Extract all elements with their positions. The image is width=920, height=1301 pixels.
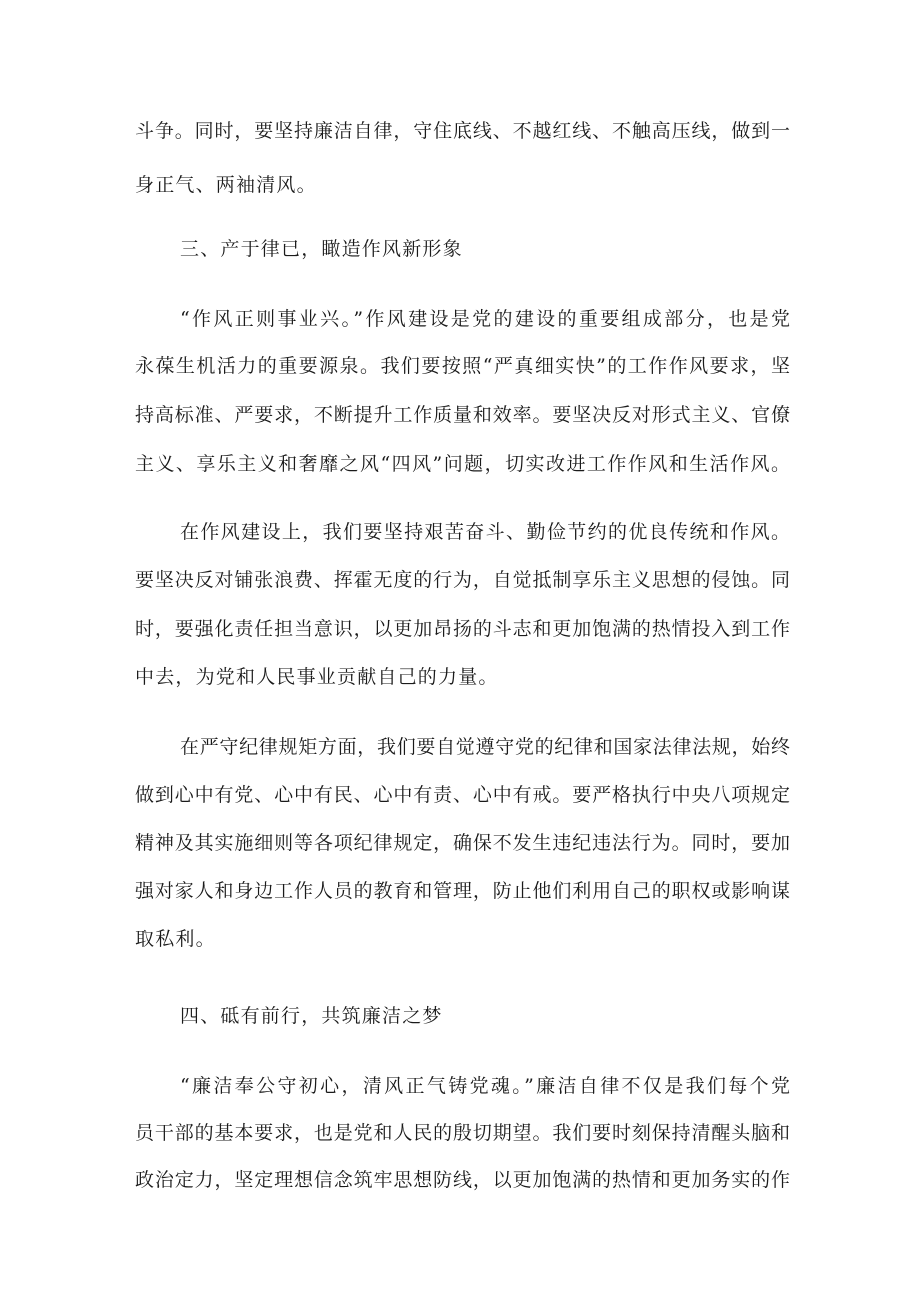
- paragraph-line: 精神及其实施细则等各项纪律规定，确保不发生违纪违法行为。同时，要加: [135, 832, 790, 854]
- paragraph-line: 永葆生机活力的重要源泉。我们要按照“严真细实快”的工作作风要求，坚: [135, 355, 790, 377]
- paragraph-line: “作风正则事业兴。”作风建设是党的建设的重要组成部分，也是党: [180, 308, 790, 330]
- paragraph-line: 在严守纪律规矩方面，我们要自觉遵守党的纪律和国家法律法规，始终: [180, 736, 790, 758]
- paragraph-line: 员干部的基本要求，也是党和人民的殷切期望。我们要时刻保持清醒头脑和: [135, 1122, 790, 1144]
- paragraph-line: 身正气、两袖清风。: [135, 174, 317, 196]
- paragraph-line: 要坚决反对铺张浪费、挥霍无度的行为，自觉抵制享乐主义思想的侵蚀。同: [135, 569, 790, 591]
- paragraph-line: 时，要强化责任担当意识，以更加昂扬的斗志和更加饱满的热情投入到工作: [135, 618, 790, 640]
- paragraph-line: 强对家人和身边工作人员的教育和管理，防止他们利用自己的职权或影响谋: [135, 880, 790, 902]
- paragraph-line: 取私利。: [135, 928, 216, 950]
- paragraph-line: 主义、享乐主义和奢靡之风“四风”问题，切实改进工作作风和生活作风。: [135, 453, 790, 475]
- paragraph-line: 在作风建设上，我们要坚持艰苦奋斗、勤俭节约的优良传统和作风。: [180, 521, 790, 543]
- paragraph-line: 做到心中有党、心中有民、心中有责、心中有戒。要严格执行中央八项规定: [135, 784, 790, 806]
- section-heading-3: 三、产于律已，瞰造作风新形象: [180, 238, 463, 260]
- paragraph-line: 斗争。同时，要坚持廉洁自律，守住底线、不越红线、不触高压线，做到一: [135, 120, 790, 142]
- section-heading-4: 四、砥有前行，共筑廉洁之梦: [180, 1005, 443, 1027]
- paragraph-line: 政治定力，坚定理想信念筑牢思想防线，以更加饱满的热情和更加务实的作: [135, 1169, 790, 1191]
- paragraph-line: “廉洁奉公守初心，清风正气铸党魂。”廉洁自律不仅是我们每个党: [180, 1075, 790, 1097]
- paragraph-line: 中去，为党和人民事业贡献自己的力量。: [135, 666, 499, 688]
- paragraph-line: 持高标准、严要求，不断提升工作质量和效率。要坚决反对形式主义、官僚: [135, 404, 790, 426]
